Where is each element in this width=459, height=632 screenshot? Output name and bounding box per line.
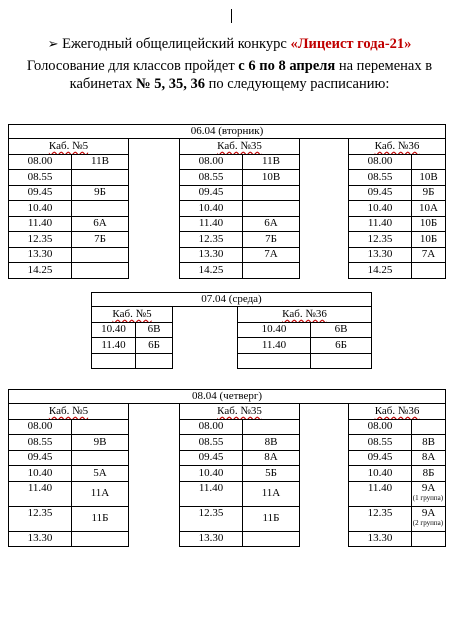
spacer-cell (300, 201, 349, 217)
room-header: Каб. №35 (180, 139, 300, 155)
spacer-cell (129, 531, 180, 547)
contest-name: «Лицеист года-21» (290, 36, 412, 52)
class-cell (412, 154, 446, 170)
spacer-cell (300, 263, 349, 279)
time-cell: 08.55 (349, 435, 412, 451)
time-cell: 10.40 (9, 201, 72, 217)
time-cell (92, 353, 136, 369)
schedule-row (9, 232, 446, 248)
class-cell: 6В (311, 322, 372, 338)
class-cell: 10Б (412, 232, 446, 248)
spacer-cell (173, 353, 238, 369)
time-cell: 13.30 (349, 247, 412, 263)
class-cell: 7А (243, 247, 300, 263)
class-cell: 7А (412, 247, 446, 263)
room-header: Каб. №5 (92, 307, 173, 323)
time-cell: 08.55 (180, 170, 243, 186)
table-body (92, 322, 372, 369)
time-cell: 13.30 (180, 531, 243, 547)
spacer-cell (300, 216, 349, 232)
class-cell (72, 263, 129, 279)
room-header: Каб. №36 (349, 404, 446, 420)
schedule-table-0604 (8, 124, 446, 279)
spacer-cell (129, 481, 180, 506)
class-cell: 6А (243, 216, 300, 232)
spacer-cell (173, 338, 238, 354)
time-cell: 08.00 (349, 419, 412, 435)
room-header: Каб. №5 (9, 139, 129, 155)
spacer-cell (129, 185, 180, 201)
class-cell: 11А (72, 481, 129, 506)
spacer-cell (129, 216, 180, 232)
announcement-rooms: № 5, 35, 36 (136, 75, 205, 92)
spacer-cell (300, 170, 349, 186)
spacer-cell (300, 435, 349, 451)
time-cell: 12.35 (180, 506, 243, 531)
room-header: Каб. №36 (238, 307, 372, 323)
time-cell: 08.55 (9, 435, 72, 451)
time-cell: 12.35 (349, 506, 412, 531)
room-header: Каб. №36 (349, 139, 446, 155)
contest-heading (0, 35, 459, 53)
spacer-cell (300, 232, 349, 248)
class-cell (311, 353, 372, 369)
class-cell: 5А (72, 466, 129, 482)
class-cell: 11Б (243, 506, 300, 531)
time-cell: 12.35 (9, 232, 72, 248)
time-cell: 08.55 (349, 170, 412, 186)
class-cell (72, 247, 129, 263)
class-cell: 7Б (243, 232, 300, 248)
time-cell: 11.40 (92, 338, 136, 354)
time-cell: 08.00 (9, 419, 72, 435)
table-body (9, 154, 446, 278)
class-cell (243, 263, 300, 279)
voting-announcement (0, 58, 459, 93)
spacer-cell (300, 450, 349, 466)
spacer-cell (129, 201, 180, 217)
time-cell (238, 353, 311, 369)
spacer-cell (173, 322, 238, 338)
schedule-row (9, 481, 446, 506)
table-date-title: 07.04 (среда) (92, 293, 372, 307)
class-cell (72, 170, 129, 186)
time-cell: 13.30 (180, 247, 243, 263)
class-cell: 8А (412, 450, 446, 466)
schedule-row (9, 185, 446, 201)
class-cell: 8В (412, 435, 446, 451)
table-date-title: 06.04 (вторник) (9, 125, 446, 139)
spacer-cell (129, 450, 180, 466)
class-name: 9А (421, 506, 436, 519)
schedule-row (9, 201, 446, 217)
announcement-text-3: кабинетах (69, 75, 137, 92)
announcement-dates: с 6 по 8 апреля (238, 58, 336, 74)
class-cell: 9В (72, 435, 129, 451)
class-cell: 5Б (243, 466, 300, 482)
class-cell: 10В (243, 170, 300, 186)
schedule-row (9, 247, 446, 263)
time-cell: 11.40 (349, 481, 412, 506)
announcement-text-2: на переменах в (335, 58, 433, 74)
group-note: (1 группа) (412, 493, 444, 502)
class-cell (412, 263, 446, 279)
schedule-row (92, 338, 372, 354)
time-cell: 08.00 (349, 154, 412, 170)
class-cell: 8А (243, 450, 300, 466)
room-header: Каб. №5 (9, 404, 129, 420)
time-cell: 10.40 (349, 466, 412, 482)
text-cursor (231, 9, 232, 23)
class-cell: 11В (243, 154, 300, 170)
time-cell: 09.45 (9, 185, 72, 201)
heading-prefix: Ежегодный общелицейский конкурс (62, 36, 291, 52)
spacer-cell (129, 435, 180, 451)
class-cell (72, 450, 129, 466)
class-cell: 10В (412, 170, 446, 186)
time-cell: 09.45 (180, 185, 243, 201)
class-cell: 9Б (412, 185, 446, 201)
time-cell: 10.40 (180, 466, 243, 482)
class-cell: 8Б (412, 466, 446, 482)
spacer-cell (129, 506, 180, 531)
spacer-cell (300, 466, 349, 482)
spacer-cell (129, 170, 180, 186)
class-cell: 6Б (136, 338, 173, 354)
time-cell: 09.45 (349, 185, 412, 201)
class-cell (412, 506, 446, 531)
spacer-cell (300, 185, 349, 201)
time-cell: 08.00 (9, 154, 72, 170)
schedule-row (9, 450, 446, 466)
table-body (9, 419, 446, 547)
time-cell: 08.00 (180, 419, 243, 435)
time-cell: 14.25 (349, 263, 412, 279)
class-cell (243, 419, 300, 435)
schedule-row (9, 170, 446, 186)
class-cell: 10А (412, 201, 446, 217)
time-cell: 13.30 (349, 531, 412, 547)
spacer-cell (300, 247, 349, 263)
class-cell (412, 531, 446, 547)
time-cell: 08.55 (9, 170, 72, 186)
schedule-row (9, 506, 446, 531)
schedule-row (9, 154, 446, 170)
class-cell (72, 419, 129, 435)
spacer-cell (129, 419, 180, 435)
spacer-cell (300, 419, 349, 435)
schedule-table-0804 (8, 389, 446, 547)
announcement-text-4: по следующему расписанию: (205, 75, 390, 92)
time-cell: 14.25 (180, 263, 243, 279)
class-cell: 11Б (72, 506, 129, 531)
spacer-cell (300, 506, 349, 531)
schedule-row (9, 263, 446, 279)
time-cell: 10.40 (9, 466, 72, 482)
time-cell: 11.40 (349, 216, 412, 232)
class-cell (136, 353, 173, 369)
schedule-table-0704 (91, 292, 372, 369)
spacer-cell (129, 466, 180, 482)
time-cell: 11.40 (238, 338, 311, 354)
time-cell: 13.30 (9, 247, 72, 263)
time-cell: 12.35 (9, 506, 72, 531)
time-cell: 12.35 (349, 232, 412, 248)
spacer-cell (129, 232, 180, 248)
time-cell: 11.40 (180, 216, 243, 232)
schedule-row (9, 419, 446, 435)
class-cell: 11В (72, 154, 129, 170)
class-cell (243, 185, 300, 201)
schedule-row (9, 216, 446, 232)
time-cell: 10.40 (92, 322, 136, 338)
class-cell: 8В (243, 435, 300, 451)
time-cell: 14.25 (9, 263, 72, 279)
spacer-cell (129, 247, 180, 263)
time-cell: 11.40 (9, 481, 72, 506)
time-cell: 08.55 (180, 435, 243, 451)
spacer-cell (129, 154, 180, 170)
class-cell: 6Б (311, 338, 372, 354)
class-cell (72, 201, 129, 217)
schedule-row (92, 353, 372, 369)
time-cell: 08.00 (180, 154, 243, 170)
class-cell: 6В (136, 322, 173, 338)
time-cell: 09.45 (180, 450, 243, 466)
time-cell: 09.45 (349, 450, 412, 466)
time-cell: 11.40 (180, 481, 243, 506)
arrow-bullet-icon: ➢ (47, 36, 59, 51)
time-cell: 13.30 (9, 531, 72, 547)
time-cell: 09.45 (9, 450, 72, 466)
class-cell (243, 531, 300, 547)
time-cell: 11.40 (9, 216, 72, 232)
class-cell: 6А (72, 216, 129, 232)
schedule-row (9, 531, 446, 547)
time-cell: 10.40 (238, 322, 311, 338)
class-cell (243, 201, 300, 217)
time-cell: 10.40 (180, 201, 243, 217)
class-cell: 9Б (72, 185, 129, 201)
table-date-title: 08.04 (четверг) (9, 390, 446, 404)
class-cell: 10Б (412, 216, 446, 232)
class-cell: 7Б (72, 232, 129, 248)
schedule-row (9, 435, 446, 451)
time-cell: 10.40 (349, 201, 412, 217)
spacer-cell (300, 154, 349, 170)
schedule-row (9, 466, 446, 482)
time-cell: 12.35 (180, 232, 243, 248)
class-cell (412, 481, 446, 506)
class-name: 9А (421, 481, 436, 494)
group-note: (2 группа) (412, 518, 444, 527)
spacer-cell (129, 263, 180, 279)
class-cell (412, 419, 446, 435)
class-cell: 11А (243, 481, 300, 506)
spacer-cell (300, 531, 349, 547)
class-cell (72, 531, 129, 547)
room-header: Каб. №35 (180, 404, 300, 420)
announcement-text-1: Голосование для классов пройдет (26, 58, 239, 74)
spacer-cell (300, 481, 349, 506)
schedule-row (92, 322, 372, 338)
